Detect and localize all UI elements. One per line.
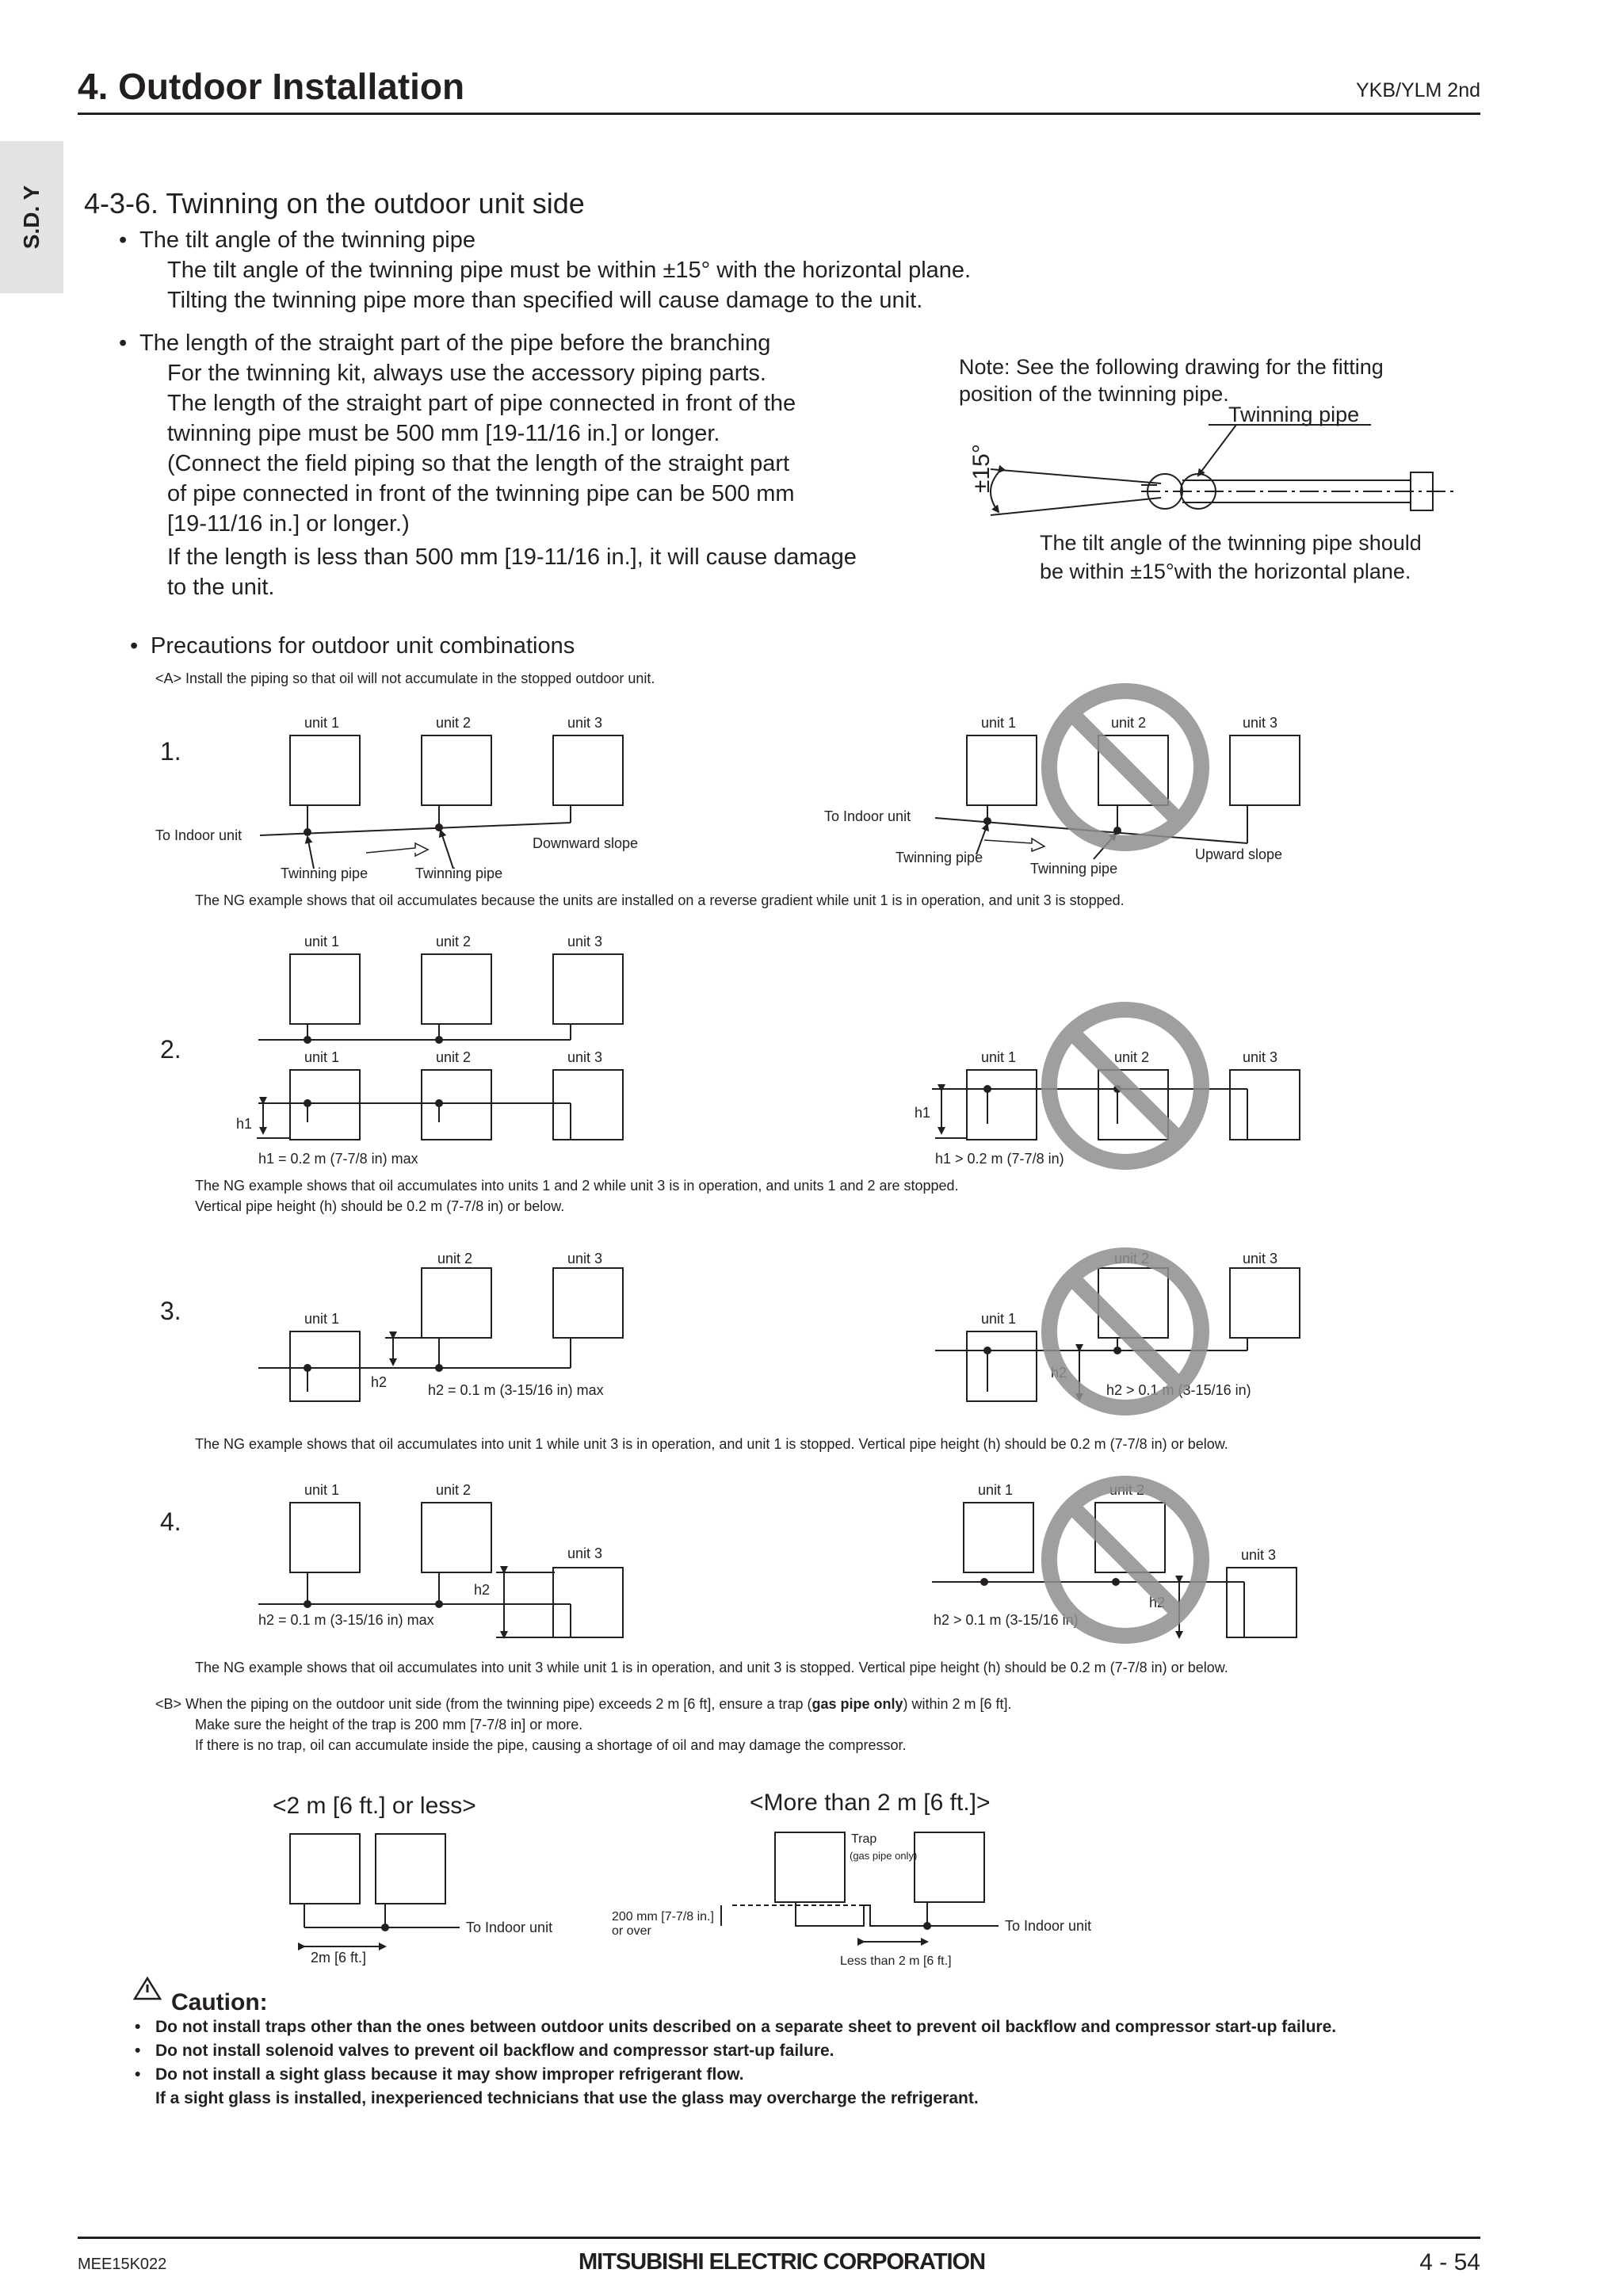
twinning-pipe-label: Twinning pipe bbox=[1030, 861, 1118, 877]
caution-item: Do not install a sight glass because it may show improper refrigerant flow. bbox=[155, 2065, 744, 2084]
bullet-icon: • bbox=[135, 2042, 141, 2060]
precaution-b-line: Make sure the height of the trap is 200 mm [7-7/8 in] or more. bbox=[195, 1717, 583, 1733]
caution-item: If a sight glass is installed, inexperienced technicians that use the glass may overcharge the refrigerant. bbox=[155, 2089, 979, 2107]
unit-label: unit 1 bbox=[978, 1482, 1014, 1498]
straight-line: For the twinning kit, always use the accessory piping parts. bbox=[167, 361, 766, 386]
unit-label: unit 3 bbox=[567, 1049, 603, 1065]
company-name: MITSUBISHI ELECTRIC CORPORATION bbox=[579, 2249, 986, 2275]
trap-height-label: 200 mm [7-7/8 in.] bbox=[612, 1910, 714, 1924]
precautions-heading: Precautions for outdoor unit combinations bbox=[151, 633, 575, 659]
unit-label: unit 3 bbox=[567, 1545, 603, 1561]
straight-line: to the unit. bbox=[167, 575, 275, 600]
unit-label: unit 3 bbox=[567, 715, 603, 731]
h2-label: h2 bbox=[371, 1374, 388, 1390]
ng-dimension: h1 > 0.2 m (7-7/8 in) bbox=[935, 1151, 1064, 1167]
unit-label: unit 1 bbox=[304, 1482, 340, 1498]
unit-label: unit 2 bbox=[437, 1251, 473, 1266]
unit-label: unit 3 bbox=[1243, 715, 1278, 731]
straight-line: (Connect the field piping so that the length of the straight part bbox=[167, 451, 790, 476]
unit-label: unit 2 bbox=[436, 1482, 472, 1498]
bullet-icon: • bbox=[119, 330, 128, 356]
example-caption: The NG example shows that oil accumulates into unit 3 while unit 1 is in operation, and unit 3 is stopped. Vertical pipe height (h) should be 0.2 m (7-7/8 in) or below. bbox=[195, 1660, 1228, 1675]
bullet-icon: • bbox=[135, 2018, 141, 2036]
warning-icon bbox=[135, 1978, 160, 1999]
twinning-pipe-label: Twinning pipe bbox=[281, 865, 369, 881]
straight-line: twinning pipe must be 500 mm [19-11/16 in.] or longer. bbox=[167, 421, 720, 446]
dimension-2m: 2m [6 ft.] bbox=[311, 1950, 367, 1966]
unit-label: unit 2 bbox=[436, 715, 472, 731]
to-indoor-label: To Indoor unit bbox=[1005, 1918, 1092, 1934]
note-line: Note: See the following drawing for the fitting bbox=[959, 355, 1384, 379]
unit-label: unit 3 bbox=[1243, 1049, 1278, 1065]
example-caption: The NG example shows that oil accumulates because the units are installed on a reverse gradient while unit 1 is in operation, and unit 3 is stopped. bbox=[195, 892, 1125, 908]
caution-title: Caution: bbox=[171, 1989, 268, 2015]
example-caption: Vertical pipe height (h) should be 0.2 m (7-7/8 in) or below. bbox=[195, 1198, 565, 1214]
trap-right-title: <More than 2 m [6 ft.]> bbox=[750, 1790, 991, 1816]
example-2-ok bbox=[257, 954, 623, 1140]
gas-pipe-only: gas pipe only bbox=[812, 1696, 903, 1712]
bullet-icon: • bbox=[135, 2065, 141, 2084]
unit-label: unit 1 bbox=[981, 1049, 1017, 1065]
straight-line: The length of the straight part of pipe connected in front of the bbox=[167, 391, 796, 416]
unit-label: unit 2 bbox=[436, 1049, 472, 1065]
angle-label: ±15° bbox=[968, 444, 995, 493]
less-than-label: Less than 2 m [6 ft.] bbox=[840, 1954, 952, 1968]
ok-dimension: h2 = 0.1 m (3-15/16 in) max bbox=[258, 1612, 434, 1628]
twinning-pipe-label: Twinning pipe bbox=[896, 850, 983, 865]
trap-left-title: <2 m [6 ft.] or less> bbox=[273, 1793, 476, 1819]
unit-label: unit 1 bbox=[304, 934, 340, 949]
prohibited-icon bbox=[1049, 691, 1201, 843]
trap-diagram-long bbox=[721, 1832, 999, 1942]
precaution-a: <A> Install the piping so that oil will not accumulate in the stopped outdoor unit. bbox=[155, 670, 655, 686]
unit-label: unit 3 bbox=[567, 934, 603, 949]
unit-label: unit 1 bbox=[981, 715, 1017, 731]
unit-label: unit 1 bbox=[981, 1311, 1017, 1327]
twinning-pipe-figure bbox=[991, 425, 1458, 515]
example-4-ok bbox=[258, 1503, 623, 1637]
bullet-icon: • bbox=[119, 227, 128, 253]
caution-item: Do not install solenoid valves to prevent oil backflow and compressor start-up failure. bbox=[155, 2042, 834, 2060]
slope-label: Downward slope bbox=[533, 835, 639, 851]
example-caption: The NG example shows that oil accumulates into unit 1 while unit 3 is in operation, and unit 1 is stopped. Vertical pipe height (h) should be 0.2 m (7-7/8 in) or below. bbox=[195, 1436, 1228, 1452]
pipe-joints bbox=[304, 817, 1121, 1931]
page-title: 4. Outdoor Installation bbox=[78, 66, 465, 107]
ok-dimension: h2 = 0.1 m (3-15/16 in) max bbox=[428, 1382, 604, 1398]
unit-label: unit 3 bbox=[1241, 1547, 1277, 1563]
unit-label: unit 2 bbox=[1109, 1482, 1145, 1498]
unit-label: unit 3 bbox=[567, 1251, 603, 1266]
example-4-ng bbox=[932, 1503, 1296, 1637]
note-caption: The tilt angle of the twinning pipe should bbox=[1040, 531, 1422, 555]
ng-dimension: h2 > 0.1 m (3-15/16 in) bbox=[1106, 1382, 1251, 1398]
unit-label: unit 3 bbox=[1243, 1251, 1278, 1266]
note-caption: be within ±15°with the horizontal plane. bbox=[1040, 560, 1411, 583]
note-line: position of the twinning pipe. bbox=[959, 382, 1229, 406]
example-3-ok bbox=[258, 1268, 623, 1401]
ng-dimension: h2 > 0.1 m (3-15/16 in) bbox=[934, 1612, 1079, 1628]
example-caption: The NG example shows that oil accumulates into units 1 and 2 while unit 3 is in operation, and units 1 and 2 are stopped. bbox=[195, 1178, 959, 1194]
straight-line: If the length is less than 500 mm [19-11/16 in.], it will cause damage bbox=[167, 544, 857, 570]
straight-line: [19-11/16 in.] or longer.) bbox=[167, 511, 410, 537]
h2-label: h2 bbox=[474, 1582, 491, 1598]
unit-label: unit 1 bbox=[304, 715, 340, 731]
precaution-b-text: ) within 2 m [6 ft]. bbox=[903, 1696, 1012, 1712]
tilt-line: Tilting the twinning pipe more than specified will cause damage to the unit. bbox=[167, 288, 923, 313]
unit-label: unit 2 bbox=[1111, 715, 1147, 731]
precaution-b-line: If there is no trap, oil can accumulate inside the pipe, causing a shortage of oil and may damage the compressor. bbox=[195, 1737, 907, 1753]
trap-height-label: or over bbox=[612, 1924, 651, 1938]
precaution-b-text: <B> When the piping on the outdoor unit side (from the twinning pipe) exceeds 2 m [6 ft], ensure a trap ( bbox=[155, 1696, 812, 1712]
tilt-heading: The tilt angle of the twinning pipe bbox=[139, 227, 475, 253]
h2-label: h2 bbox=[1149, 1595, 1166, 1610]
prohibited-icon bbox=[1049, 1484, 1201, 1636]
twinning-pipe-label: Twinning pipe bbox=[1228, 403, 1360, 426]
gas-only-label: (gas pipe only) bbox=[850, 1850, 918, 1862]
to-indoor-label: To Indoor unit bbox=[824, 808, 911, 824]
unit-label: unit 2 bbox=[1114, 1251, 1150, 1266]
unit-label: unit 1 bbox=[304, 1049, 340, 1065]
unit-label: unit 2 bbox=[1114, 1049, 1150, 1065]
model-label: YKB/YLM 2nd bbox=[1355, 79, 1480, 101]
bullet-icon: • bbox=[130, 633, 139, 659]
example-number: 1. bbox=[160, 737, 181, 766]
example-1-ok bbox=[260, 735, 623, 869]
prohibited-icon bbox=[1049, 1255, 1201, 1408]
straight-heading: The length of the straight part of the pipe before the branching bbox=[139, 330, 771, 356]
side-tab-label: S.D. Y bbox=[19, 185, 44, 250]
unit-label: unit 2 bbox=[436, 934, 472, 949]
section-title: 4-3-6. Twinning on the outdoor unit side bbox=[84, 187, 585, 220]
to-indoor-label: To Indoor unit bbox=[466, 1920, 553, 1935]
to-indoor-label: To Indoor unit bbox=[155, 827, 242, 843]
document-code: MEE15K022 bbox=[78, 2256, 167, 2273]
example-number: 4. bbox=[160, 1507, 181, 1536]
slope-label: Upward slope bbox=[1195, 846, 1283, 862]
trap-diagram-short bbox=[290, 1834, 460, 1946]
page-number: 4 - 54 bbox=[1419, 2249, 1480, 2275]
tilt-line: The tilt angle of the twinning pipe must be within ±15° with the horizontal plane. bbox=[167, 258, 972, 283]
example-number: 3. bbox=[160, 1297, 181, 1325]
h1-label: h1 bbox=[915, 1105, 931, 1121]
h1-label: h1 bbox=[236, 1116, 253, 1132]
ok-dimension: h1 = 0.2 m (7-7/8 in) max bbox=[258, 1151, 418, 1167]
caution-item: Do not install traps other than the ones between outdoor units described on a separate sheet to prevent oil backflow and compressor start-up failure. bbox=[155, 2018, 1337, 2036]
unit-label: unit 1 bbox=[304, 1311, 340, 1327]
example-number: 2. bbox=[160, 1035, 181, 1064]
trap-label: Trap bbox=[851, 1832, 877, 1846]
h2-label: h2 bbox=[1051, 1365, 1067, 1381]
twinning-pipe-label: Twinning pipe bbox=[415, 865, 503, 881]
straight-line: of pipe connected in front of the twinning pipe can be 500 mm bbox=[167, 481, 795, 506]
